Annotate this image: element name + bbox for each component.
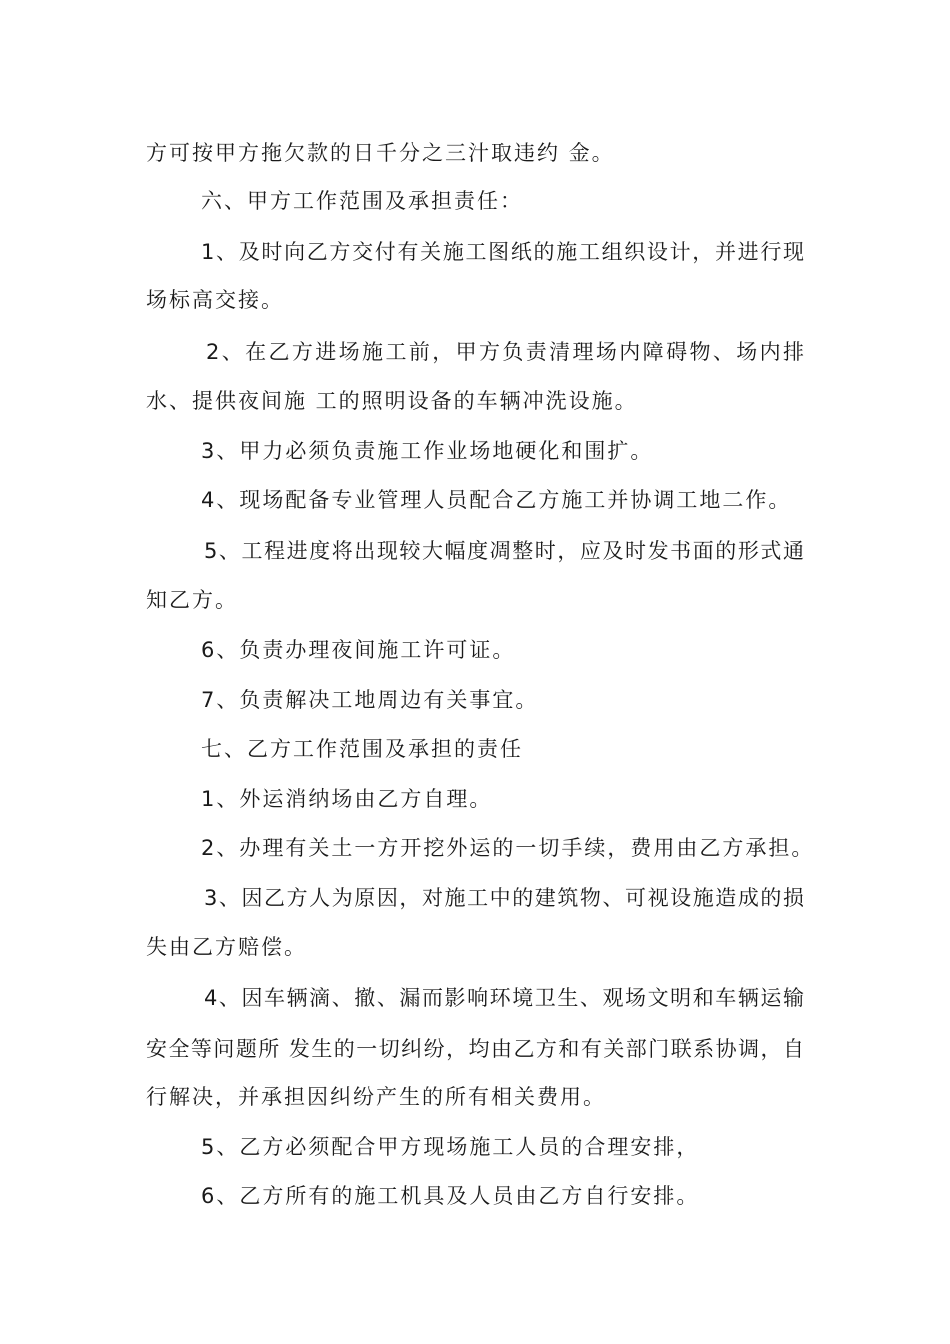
text-line-14: 1、外运消纳场由乙方自理。 (201, 787, 493, 811)
text-line-11: 6、负责办理夜间施工许可证。 (201, 638, 516, 662)
text-line-1: 方可按甲方拖欠款的日千分之三汁取违约 金。 (146, 141, 615, 165)
text-line-19: 安全等问题所 发生的一切纠纷，均由乙方和有关部门联系协调，自 (146, 1037, 804, 1061)
text-line-18: 4、因车辆滴、撤、漏而影响环境卫生、观场文明和车辆运输 (204, 986, 804, 1010)
text-line-8: 4、现场配备专业管理人员配合乙方施工并协调工地二作。 (201, 488, 792, 512)
text-line-6: 水、提供夜间施 工的照明设备的车辆冲洗设施。 (146, 389, 638, 413)
text-line-17: 失由乙方赔偿。 (146, 935, 307, 959)
text-line-16: 3、因乙方人为原因，对施工中的建筑物、可视设施造成的损 (204, 886, 804, 910)
text-line-20: 行解决，并承担因纠纷产生的所有相关费用。 (146, 1085, 606, 1109)
text-line-9: 5、工程进度将出现较大幅度凋整时，应及时发书面的形式通 (204, 539, 804, 563)
text-line-22: 6、乙方所有的施工机具及人员由乙方自行安排。 (201, 1184, 700, 1208)
text-line-21: 5、乙方必须配合甲方现场施工人员的合理安排， (201, 1135, 700, 1159)
text-line-7: 3、甲力必须负责施工作业场地硬化和围扩。 (201, 439, 654, 463)
text-line-10: 知乙方。 (146, 588, 238, 612)
section-heading-6: 六、甲方工作范围及承担责任： (201, 189, 523, 213)
text-line-12: 7、负责解决工地周边有关事宜。 (201, 688, 539, 712)
text-line-15: 2、办理有关土一方开挖外运的一切手续，费用由乙方承担。 (201, 836, 815, 860)
text-line-4: 场标高交接。 (146, 288, 284, 312)
text-line-5: 2、在乙方进场施工前，甲方负责清理场内障碍物、场内排 (206, 340, 804, 364)
section-heading-7: 七、乙方工作范围及承担的责任 (201, 737, 523, 761)
text-line-3: 1、及时向乙方交付有关施工图纸的施工组织设计，并进行现 (201, 240, 804, 264)
